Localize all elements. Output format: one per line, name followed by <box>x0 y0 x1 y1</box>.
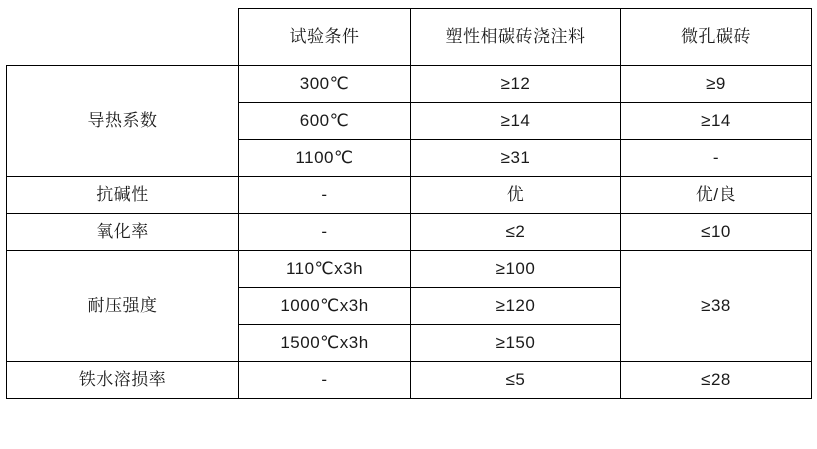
cell-plastic-value: ≤5 <box>411 362 621 399</box>
cell-condition: 1000℃x3h <box>239 288 411 325</box>
cell-condition: 1100℃ <box>239 140 411 177</box>
cell-micro-value: ≤28 <box>621 362 812 399</box>
row-label-oxidation-rate: 氧化率 <box>7 214 239 251</box>
cell-plastic-value: ≥100 <box>411 251 621 288</box>
cell-micro-value: ≥9 <box>621 66 812 103</box>
cell-micro-value: 优/良 <box>621 177 812 214</box>
cell-plastic-value: ≤2 <box>411 214 621 251</box>
header-cell-test-condition: 试验条件 <box>239 9 411 66</box>
header-cell-empty <box>7 9 239 66</box>
table-row <box>7 177 812 214</box>
cell-plastic-value: ≥12 <box>411 66 621 103</box>
table-row <box>7 362 812 399</box>
cell-condition: 600℃ <box>239 103 411 140</box>
table-header-row <box>7 9 812 66</box>
table-row <box>7 66 812 103</box>
cell-plastic-value: ≥150 <box>411 325 621 362</box>
cell-condition: - <box>239 362 411 399</box>
cell-micro-value: ≤10 <box>621 214 812 251</box>
row-label-alkali-resistance: 抗碱性 <box>7 177 239 214</box>
cell-condition: - <box>239 177 411 214</box>
row-label-thermal-conductivity: 导热系数 <box>7 66 239 177</box>
row-label-hot-metal-erosion-rate: 铁水溶损率 <box>7 362 239 399</box>
cell-condition: 110℃x3h <box>239 251 411 288</box>
cell-micro-value: - <box>621 140 812 177</box>
cell-condition: 300℃ <box>239 66 411 103</box>
cell-plastic-value: ≥14 <box>411 103 621 140</box>
specification-table <box>6 8 812 399</box>
cell-micro-value-merged: ≥38 <box>621 251 812 362</box>
cell-plastic-value: ≥120 <box>411 288 621 325</box>
table-row <box>7 251 812 288</box>
header-cell-microporous-carbon-brick: 微孔碳砖 <box>621 9 812 66</box>
cell-micro-value: ≥14 <box>621 103 812 140</box>
cell-condition: 1500℃x3h <box>239 325 411 362</box>
table-row <box>7 214 812 251</box>
header-cell-plastic-carbon-castable: 塑性相碳砖浇注料 <box>411 9 621 66</box>
cell-plastic-value: 优 <box>411 177 621 214</box>
cell-condition: - <box>239 214 411 251</box>
row-label-compressive-strength: 耐压强度 <box>7 251 239 362</box>
cell-plastic-value: ≥31 <box>411 140 621 177</box>
